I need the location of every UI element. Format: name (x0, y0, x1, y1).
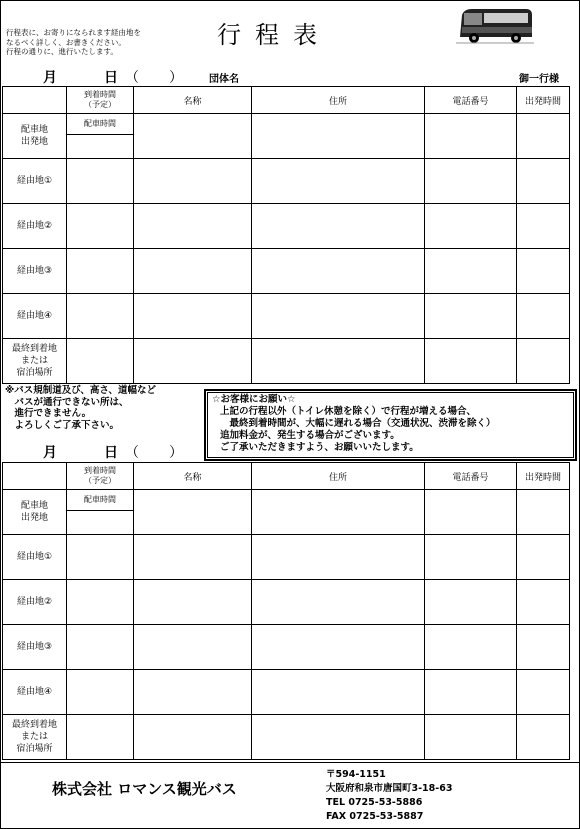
input-cell[interactable] (67, 339, 134, 384)
customer-notice (204, 389, 577, 461)
group-name-label: 団体名 (209, 74, 239, 85)
postal-code: 〒594-1151 (326, 769, 386, 780)
col-departure: 出発時間 (517, 87, 570, 114)
row-label: 経由地③ (3, 625, 67, 670)
input-cell[interactable] (425, 625, 517, 670)
footer-divider (1, 762, 579, 763)
input-cell[interactable] (134, 670, 252, 715)
row-label: 経由地① (3, 159, 67, 204)
input-cell[interactable] (517, 204, 570, 249)
row-label: 経由地③ (3, 249, 67, 294)
input-cell[interactable] (517, 625, 570, 670)
input-cell[interactable] (425, 580, 517, 625)
row-label: 経由地④ (3, 294, 67, 339)
notice-line: 最終到着時間が、大幅に遅れる場合（交通状況、渋滞を除く） (220, 418, 496, 429)
input-cell[interactable] (134, 490, 252, 535)
intro-line: 行程表に、お寄りになられます経由地を (6, 28, 141, 37)
itinerary-table-2 (2, 462, 570, 760)
input-cell[interactable] (517, 339, 570, 384)
input-cell[interactable] (67, 535, 134, 580)
corner-cell (3, 87, 67, 114)
paren-close: ） (169, 445, 183, 461)
dispatch-time-cell[interactable] (67, 114, 134, 159)
input-cell[interactable] (252, 114, 425, 159)
input-cell[interactable] (252, 204, 425, 249)
day-label: 日 (104, 70, 118, 86)
col-address: 住所 (252, 463, 425, 490)
input-cell[interactable] (252, 294, 425, 339)
notice-line: 上記の行程以外（トイレ休憩を除く）で行程が増える場合、 (220, 406, 477, 417)
notice-line: ご了承いただきますよう、お願いいたします。 (220, 442, 419, 453)
input-cell[interactable] (252, 490, 425, 535)
input-cell[interactable] (425, 114, 517, 159)
input-cell[interactable] (252, 339, 425, 384)
honorific-label: 御一行様 (519, 74, 559, 85)
corner-cell (3, 463, 67, 490)
day-label: 日 (104, 445, 118, 461)
input-cell[interactable] (134, 114, 252, 159)
warning-line: 進行できません。 (5, 408, 92, 419)
input-cell[interactable] (425, 339, 517, 384)
input-cell[interactable] (425, 204, 517, 249)
notice-heading: ☆お客様にお願い☆ (212, 394, 296, 405)
col-phone: 電話番号 (425, 87, 517, 114)
intro-line: 行程の通りに、進行いたします。 (6, 47, 118, 56)
bus-restriction-warning (5, 385, 156, 431)
input-cell[interactable] (517, 715, 570, 760)
notice-line: 追加料金が、発生する場合がございます。 (220, 430, 400, 441)
row-label: 経由地② (3, 204, 67, 249)
dispatch-time-cell[interactable] (67, 490, 134, 535)
input-cell[interactable] (67, 670, 134, 715)
input-cell[interactable] (134, 535, 252, 580)
input-cell[interactable] (252, 625, 425, 670)
input-cell[interactable] (134, 625, 252, 670)
input-cell[interactable] (425, 490, 517, 535)
input-cell[interactable] (425, 670, 517, 715)
month-label: 月 (43, 70, 57, 86)
input-cell[interactable] (517, 249, 570, 294)
input-cell[interactable] (517, 159, 570, 204)
row-label: 経由地① (3, 535, 67, 580)
input-cell[interactable] (67, 159, 134, 204)
paren-open: （ (125, 70, 139, 86)
input-cell[interactable] (517, 490, 570, 535)
input-cell[interactable] (134, 249, 252, 294)
input-cell[interactable] (252, 159, 425, 204)
col-departure: 出発時間 (517, 463, 570, 490)
input-cell[interactable] (252, 670, 425, 715)
col-name: 名称 (134, 87, 252, 114)
row-label: 経由地② (3, 580, 67, 625)
input-cell[interactable] (425, 294, 517, 339)
col-arrival: 到着時間 （予定） (67, 463, 134, 490)
dispatch-time-label: 配車時間 (67, 490, 133, 511)
input-cell[interactable] (425, 715, 517, 760)
input-cell[interactable] (252, 715, 425, 760)
fax: FAX 0725-53-5887 (326, 811, 424, 822)
input-cell[interactable] (134, 159, 252, 204)
input-cell[interactable] (134, 294, 252, 339)
input-cell[interactable] (517, 535, 570, 580)
input-cell[interactable] (67, 625, 134, 670)
col-name: 名称 (134, 463, 252, 490)
itinerary-table-1 (2, 86, 570, 384)
input-cell[interactable] (425, 159, 517, 204)
warning-line: ※バス規制道及び、高さ、道幅など (5, 385, 156, 396)
col-phone: 電話番号 (425, 463, 517, 490)
input-cell[interactable] (252, 249, 425, 294)
month-label: 月 (43, 445, 57, 461)
row-label: 経由地④ (3, 670, 67, 715)
intro-line: なるべく詳しく、お書きください。 (6, 37, 126, 47)
input-cell[interactable] (252, 535, 425, 580)
input-cell[interactable] (67, 249, 134, 294)
paren-open: （ (125, 445, 139, 461)
input-cell[interactable] (134, 204, 252, 249)
input-cell[interactable] (425, 249, 517, 294)
row-label: 配車地 出発地 (3, 114, 67, 159)
bus-icon (456, 5, 534, 45)
col-address: 住所 (252, 87, 425, 114)
company-name: 株式会社 ロマンス観光バス (52, 780, 237, 798)
row-label: 配車地 出発地 (3, 490, 67, 535)
input-cell[interactable] (67, 204, 134, 249)
input-cell[interactable] (67, 294, 134, 339)
warning-line: よろしくご了承下さい。 (5, 419, 120, 431)
input-cell[interactable] (134, 580, 252, 625)
input-cell[interactable] (252, 580, 425, 625)
company-contact (326, 768, 452, 824)
intro-text (6, 28, 141, 57)
warning-line: バスが通行できない所は、 (5, 396, 129, 408)
dispatch-time-label: 配車時間 (67, 114, 133, 135)
col-arrival: 到着時間 （予定） (67, 87, 134, 114)
page-title: 行程表 (217, 21, 331, 49)
input-cell[interactable] (517, 294, 570, 339)
row-label: 最終到着地 または 宿泊場所 (3, 715, 67, 760)
input-cell[interactable] (517, 580, 570, 625)
address: 大阪府和泉市唐国町3-18-63 (326, 783, 453, 794)
input-cell[interactable] (425, 535, 517, 580)
input-cell[interactable] (134, 715, 252, 760)
input-cell[interactable] (517, 670, 570, 715)
input-cell[interactable] (517, 114, 570, 159)
input-cell[interactable] (67, 580, 134, 625)
input-cell[interactable] (134, 339, 252, 384)
telephone: TEL 0725-53-5886 (326, 797, 423, 808)
input-cell[interactable] (67, 715, 134, 760)
paren-close: ） (169, 70, 183, 86)
row-label: 最終到着地 または 宿泊場所 (3, 339, 67, 384)
